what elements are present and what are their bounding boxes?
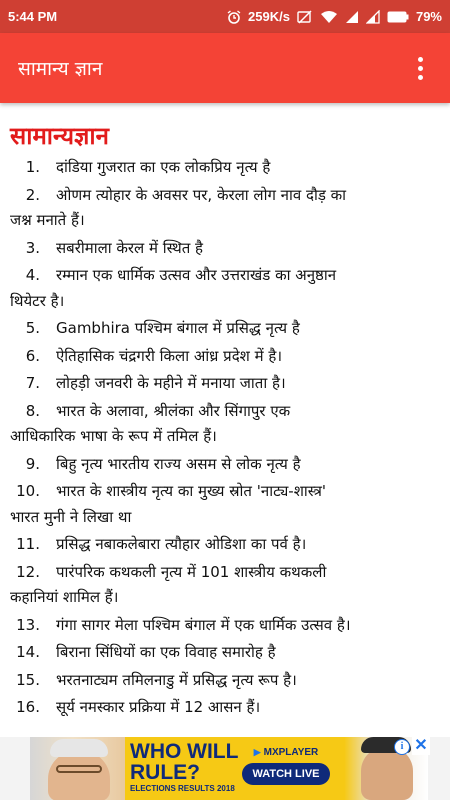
app-title: सामान्य ज्ञान	[18, 58, 103, 80]
ad-subtext: ELECTIONS RESULTS 2018	[130, 784, 235, 793]
list-item: 1. दांडिया गुजरात का एक लोकप्रिय नृत्य है	[25, 158, 271, 176]
mxplayer-logo: ▶ MXPLAYER	[242, 747, 330, 758]
list-item: 8. भारत के अलावा, श्रीलंका और सिंगापुर एक आधिकारिक भाषा के रूप में तमिल हैं।	[10, 401, 291, 445]
signal-icon-2	[366, 10, 380, 24]
ad-banner[interactable]	[0, 737, 450, 800]
wifi-icon	[320, 10, 338, 24]
list-item: 9. बिहु नृत्य भारतीय राज्य असम से लोक नृत्य है	[25, 454, 301, 473]
item-continuation: कहानियां शामिल हैं।	[10, 588, 119, 606]
signal-icon	[345, 10, 359, 24]
page-heading: सामान्यज्ञान	[10, 122, 109, 150]
app-bar	[0, 33, 450, 103]
list-item: 15. भरतनाट्यम तमिलनाडु में प्रसिद्ध नृत्य रूप है।	[16, 670, 297, 689]
ad-headline: WHO WILL RULE?	[130, 740, 239, 784]
close-icon[interactable]: ✕	[412, 737, 430, 755]
ad-creative[interactable]	[30, 737, 428, 800]
ad-player	[242, 747, 330, 785]
list-item: 4. रम्मान एक धार्मिक उत्सव और उत्तराखंड का अनुष्ठान थियेटर है।	[10, 266, 337, 310]
content-area[interactable]	[0, 103, 450, 736]
item-continuation: भारत मुनी ने लिखा था	[10, 507, 132, 526]
network-speed: 259K/s	[248, 9, 290, 24]
battery-percent: 79%	[415, 9, 442, 24]
battery-icon	[387, 11, 409, 23]
status-time: 5:44 PM	[8, 9, 58, 24]
list-item: 6. ऐतिहासिक चंद्रगरी किला आंध्र प्रदेश में है।	[25, 346, 283, 365]
info-icon[interactable]: i	[394, 739, 410, 755]
mute-icon	[297, 10, 313, 24]
list-item: 13. गंगा सागर मेला पश्चिम बंगाल में एक धार्मिक उत्सव है।	[16, 615, 351, 634]
status-icons	[227, 9, 442, 24]
status-bar	[0, 0, 450, 33]
facts-list	[10, 155, 438, 721]
ad-portrait-left	[30, 737, 125, 800]
list-item: 14. बिराना सिंधियों का एक विवाह समारोह है	[16, 643, 276, 661]
watch-live-button[interactable]: WATCH LIVE	[242, 763, 330, 785]
list-item: 2. ओणम त्योहार के अवसर पर, केरला लोग नाव दौड़ का जश्न मनाते हैं।	[10, 185, 347, 229]
list-item: 5. Gambhira पश्चिम बंगाल में प्रसिद्ध नृत्य है	[25, 319, 300, 337]
list-item: 11. प्रसिद्ध नबाकलेबारा त्यौहार ओडिशा का पर्व है।	[16, 535, 307, 553]
alarm-icon	[227, 10, 241, 24]
list-item: 10. भारत के शास्त्रीय नृत्य का मुख्य स्रोत 'नाट्य-शास्त्र' भारत मुनी ने लिखा था	[10, 482, 327, 526]
item-continuation: आधिकारिक भाषा के रूप में तमिल हैं।	[10, 427, 217, 445]
list-item: 16. सूर्य नमस्कार प्रक्रिया में 12 आसन हैं।	[16, 698, 261, 716]
more-vert-icon[interactable]	[408, 53, 432, 83]
item-continuation: थियेटर है।	[10, 291, 65, 310]
list-item: 3. सबरीमाला केरल में स्थित है	[25, 238, 204, 257]
list-item: 7. लोहड़ी जनवरी के महीने में मनाया जाता है।	[25, 374, 286, 392]
list-item: 12. पारंपरिक कथकली नृत्य में 101 शास्त्रीय कथकली कहानियां शामिल हैं।	[10, 562, 327, 606]
item-continuation: जश्न मनाते हैं।	[10, 211, 85, 229]
